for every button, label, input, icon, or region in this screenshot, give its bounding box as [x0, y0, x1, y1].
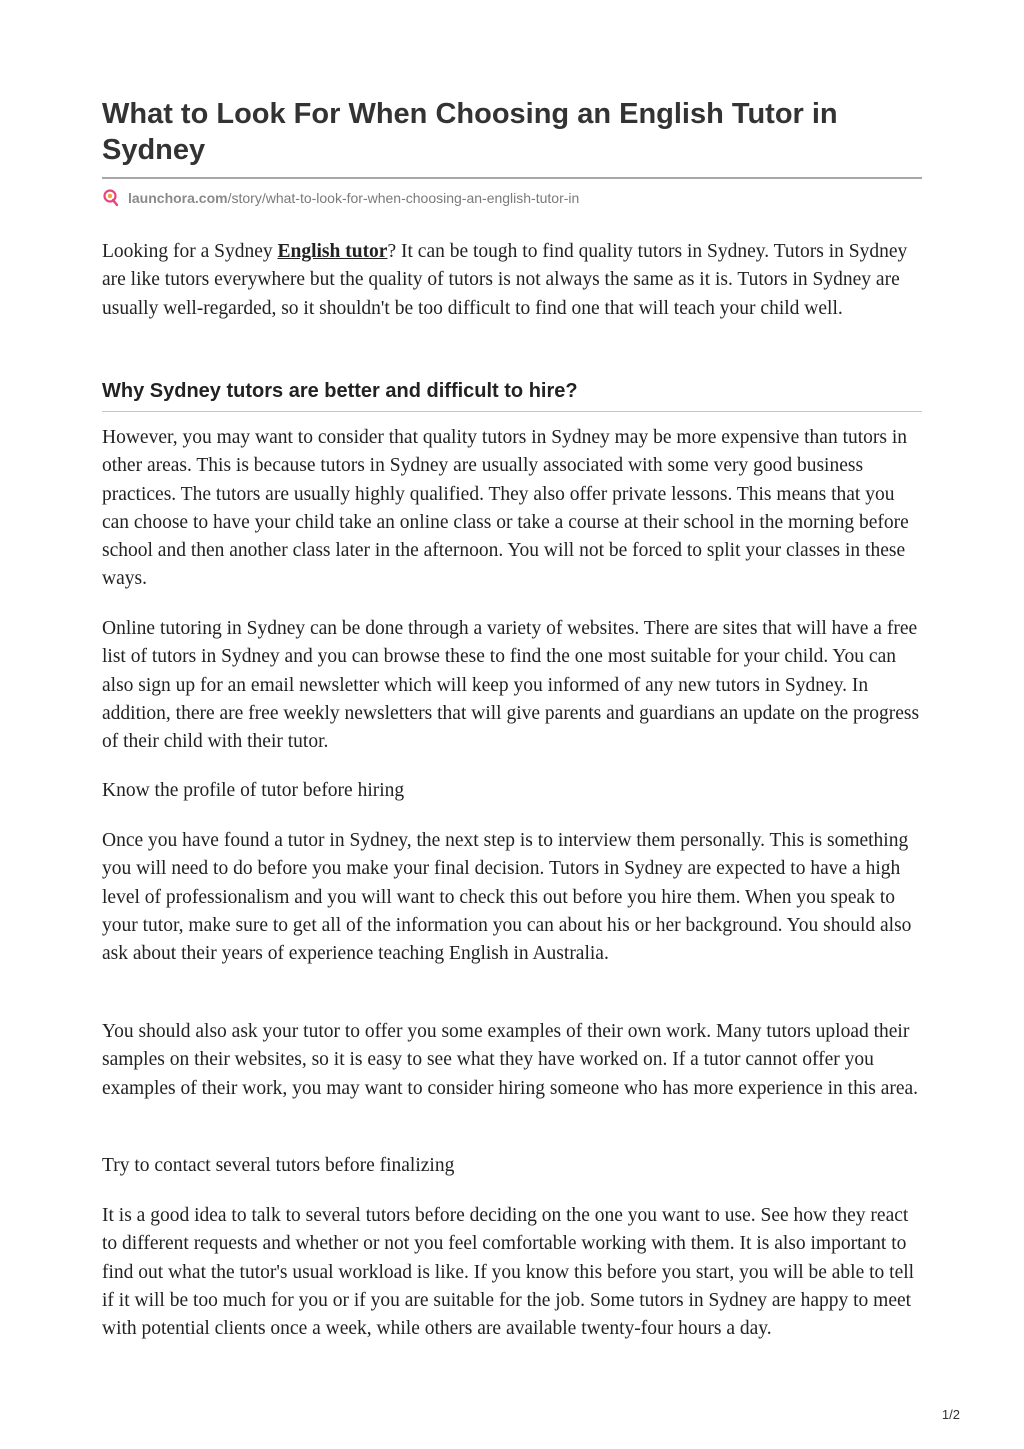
title-divider: [102, 177, 922, 179]
section-divider: [102, 411, 922, 412]
intro-paragraph: [102, 238, 924, 323]
paragraph: Online tutoring in Sydney can be done through a variety of websites. There are sites that will have a free list of tutors in Sydney and you can browse these to find the one most suitable for your child. You can also sign up for an email newsletter which will keep you informed of any new tutors in Sydney. In addition, there are free weekly newsletters that will give parents and guardians an update on the progress of their child with their tutor.: [102, 618, 920, 753]
source-url[interactable]: [102, 188, 579, 208]
paragraph: You should also ask your tutor to offer you some examples of their own work. Many tutors upload their samples on their websites, so it is easy to see what they have worked on. If a tutor cannot offer you examples of their work, you may want to consider hiring someone who has more experience in this area.: [102, 1021, 919, 1099]
intro-text-before: Looking for a Sydney: [102, 241, 278, 262]
source-domain: launchora.com: [128, 190, 228, 206]
article-title: What to Look For When Choosing an English Tutor in Sydney: [102, 98, 838, 166]
intro-text-after: ? It can be tough to find quality tutors in Sydney. Tutors in Sydney are like tutors everywhere but the quality of tutors is not always the same as it is. Tutors in Sydney are usually well-regarded, so it shouldn't be too difficult to find one that will teach your child well.: [102, 241, 908, 319]
paragraph: Know the profile of tutor before hiring: [102, 780, 405, 801]
source-path: /story/what-to-look-for-when-choosing-an-english-tutor-in: [227, 190, 580, 206]
english-tutor-link[interactable]: English tutor: [277, 241, 388, 262]
paragraph: Once you have found a tutor in Sydney, the next step is to interview them personally. This is something you will need to do before you make your final decision. Tutors in Sydney are expected to have a high level of professionalism and you will want to check this out before you hire them. When you speak to your tutor, make sure to get all of the information you can about his or her background. You should also ask about their years of experience teaching English in Australia.: [102, 830, 912, 965]
paragraph: However, you may want to consider that quality tutors in Sydney may be more expensive than tutors in other areas. This is because tutors in Sydney are usually associated with some very good business practices. The tutors are usually highly qualified. They also offer private lessons. This means that you can choose to have your child take an online class or take a course at their school in the morning before school and then another class later in the afternoon. You will not be forced to split your classes in these ways.: [102, 427, 909, 590]
paragraph: Try to contact several tutors before finalizing: [102, 1155, 455, 1176]
section-heading: Why Sydney tutors are better and difficult to hire?: [102, 380, 578, 402]
page-number: 1/2: [941, 1407, 960, 1422]
launchora-logo-icon: [102, 188, 120, 208]
paragraph: It is a good idea to talk to several tutors before deciding on the one you want to use. See how they react to different requests and whether or not you feel comfortable working with them. It is also important to find out what the tutor's usual workload is like. If you know this before you start, you will be able to tell if it will be too much for you or if you are suitable for the job. Some tutors in Sydney are happy to meet with potential clients once a week, while others are available twenty-four hours a day.: [102, 1205, 915, 1340]
